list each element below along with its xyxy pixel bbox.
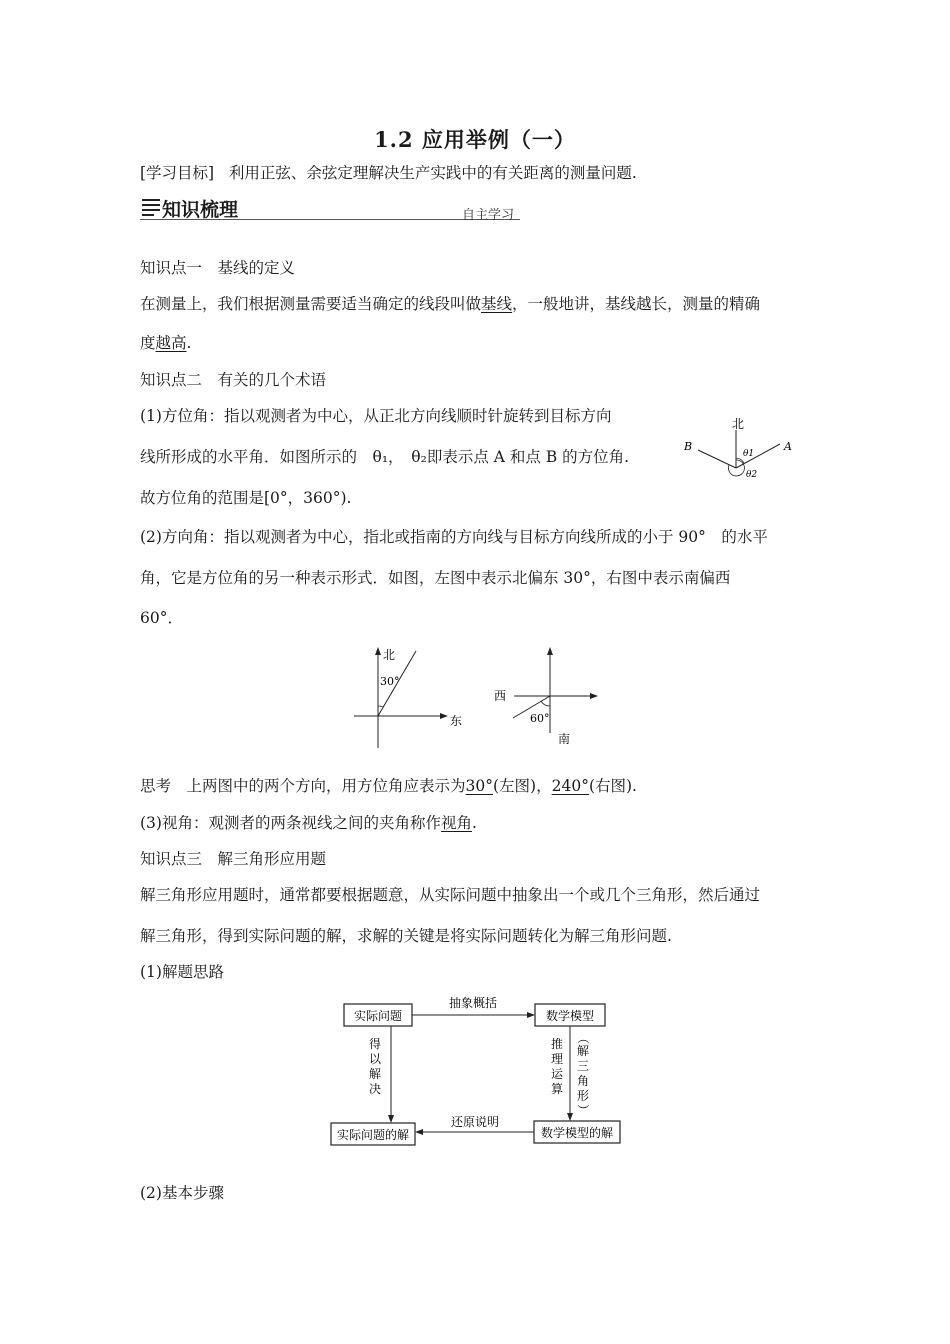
label-solve-triangle-char: 形	[577, 1089, 590, 1103]
kp1-answer-higher: 越高	[155, 334, 187, 352]
banner-tag: 自主学习	[462, 208, 515, 223]
think-text: (右图).	[588, 777, 637, 795]
item3-text: (3)视角：观测者的两条视线之间的夹角称作	[140, 814, 441, 832]
label-solve-triangle-char: 三	[577, 1059, 590, 1073]
label-solved-char: 得	[369, 1037, 382, 1051]
solution-flowchart	[325, 995, 625, 1150]
kp2-item1-line2: 线所形成的水平角．如图所示的 θ₁， θ₂即表示点 A 和点 B 的方位角.	[140, 448, 630, 466]
direction-figure-left	[350, 645, 465, 750]
kp1-text: 度	[140, 334, 156, 352]
label-solved	[369, 1037, 382, 1096]
kp2-item2-line3: 60°．	[140, 609, 183, 627]
box-real-problem-label: 实际问题	[353, 1009, 403, 1023]
arrow-reasoning	[567, 1113, 573, 1121]
label-solve-triangle-char: ）	[576, 1104, 590, 1117]
point-a-label: A	[784, 440, 792, 453]
kp2-item2-line2: 角，它是方位角的另一种表示形式．如图，左图中表示北偏东 30°，右图中表示南偏西	[140, 569, 731, 587]
right-south-label: 南	[558, 732, 571, 746]
label-solve-triangle-char: 解	[577, 1044, 590, 1058]
label-restore: 还原说明	[450, 1115, 500, 1129]
kp2-item1-line1: (1)方位角：指以观测者为中心，从正北方向线顺时针旋转到目标方向	[140, 407, 612, 425]
item3-answer: 视角	[440, 814, 472, 832]
arrow-solve	[388, 1115, 394, 1123]
direction-figure-right	[492, 645, 607, 750]
label-reasoning-char: 运	[551, 1067, 564, 1081]
think-answer-30: 30°	[465, 777, 493, 795]
arrow-restore	[415, 1129, 423, 1135]
kp1-text: ，一般地讲，基线越长，测量的精确	[512, 295, 761, 313]
box-real-solution-label: 实际问题的解	[336, 1128, 410, 1142]
kp1-heading: 知识点一 基线的定义	[140, 259, 296, 277]
kp1-paragraph-line1	[140, 293, 760, 315]
kp1-answer-baseline: 基线	[481, 295, 513, 313]
theta1-label: θ1	[743, 449, 755, 459]
kp3-paragraph-line2: 解三角形，得到实际问题的解，求解的关键是将实际问题转化为解三角形问题.	[140, 927, 672, 945]
left-east-label: 东	[450, 714, 463, 728]
banner-title: 知识梳理	[162, 199, 239, 221]
kp2-item1-line3: 故方位角的范围是[0°，360°).	[140, 489, 352, 507]
box-math-model-label: 数学模型	[545, 1009, 595, 1023]
azimuth-north-label: 北	[732, 417, 745, 431]
banner-stripes-icon	[140, 197, 162, 217]
label-reasoning-char: 算	[551, 1082, 564, 1096]
ray-b	[698, 450, 736, 468]
think-answer-240: 240°	[551, 777, 589, 795]
label-solved-char: 解	[369, 1067, 382, 1081]
label-reasoning-char: 推	[551, 1037, 564, 1051]
kp3-paragraph-line1: 解三角形应用题时，通常都要根据题意，从实际问题中抽象出一个或几个三角形，然后通过	[140, 886, 761, 904]
kp2-item3	[140, 812, 477, 834]
kp1-paragraph-line2	[140, 332, 191, 354]
label-abstract: 抽象概括	[448, 996, 498, 1010]
left-north-label: 北	[383, 648, 396, 662]
point-b-label: B	[684, 440, 693, 453]
left-angle-label: 30°	[380, 675, 400, 688]
label-reasoning	[551, 1036, 564, 1096]
kp1-text: .	[186, 334, 192, 352]
kp2-think	[140, 775, 637, 797]
label-solved-char: 决	[369, 1082, 382, 1096]
label-solved-char: 以	[369, 1052, 382, 1066]
objective-label: [学习目标]	[140, 164, 215, 182]
label-solve-triangle-char: 角	[577, 1074, 590, 1088]
section-banner	[140, 195, 520, 221]
label-reasoning-char: 理	[551, 1052, 564, 1066]
kp1-text: 在测量上，我们根据测量需要适当确定的线段叫做	[140, 295, 482, 313]
kp2-heading: 知识点二 有关的几个术语	[140, 371, 327, 389]
arrow-abstract	[527, 1012, 535, 1018]
kp3-heading: 知识点三 解三角形应用题	[140, 850, 327, 868]
objective-text: 利用正弦、余弦定理解决生产实践中的有关距离的测量问题.	[228, 164, 637, 182]
theta2-label: θ2	[746, 470, 758, 480]
think-text: (左图)，	[493, 777, 552, 795]
think-text: 思考 上两图中的两个方向，用方位角应表示为	[140, 777, 466, 795]
kp3-sub1: (1)解题思路	[140, 963, 224, 981]
label-solve-triangle-char: （	[576, 1032, 590, 1045]
azimuth-figure	[678, 410, 808, 484]
learning-objective	[140, 162, 637, 184]
item3-text: .	[471, 814, 477, 832]
kp3-sub2: (2)基本步骤	[140, 1184, 224, 1202]
label-solve-triangle	[576, 1032, 590, 1116]
page-title: 1.2 应用举例（一）	[374, 127, 576, 152]
box-model-solution-label: 数学模型的解	[540, 1126, 614, 1140]
right-west-label: 西	[494, 689, 507, 703]
right-angle-label: 60°	[530, 712, 550, 725]
kp2-item2-line1: (2)方向角：指以观测者为中心，指北或指南的方向线与目标方向线所成的小于 90° 的水平	[140, 528, 768, 546]
